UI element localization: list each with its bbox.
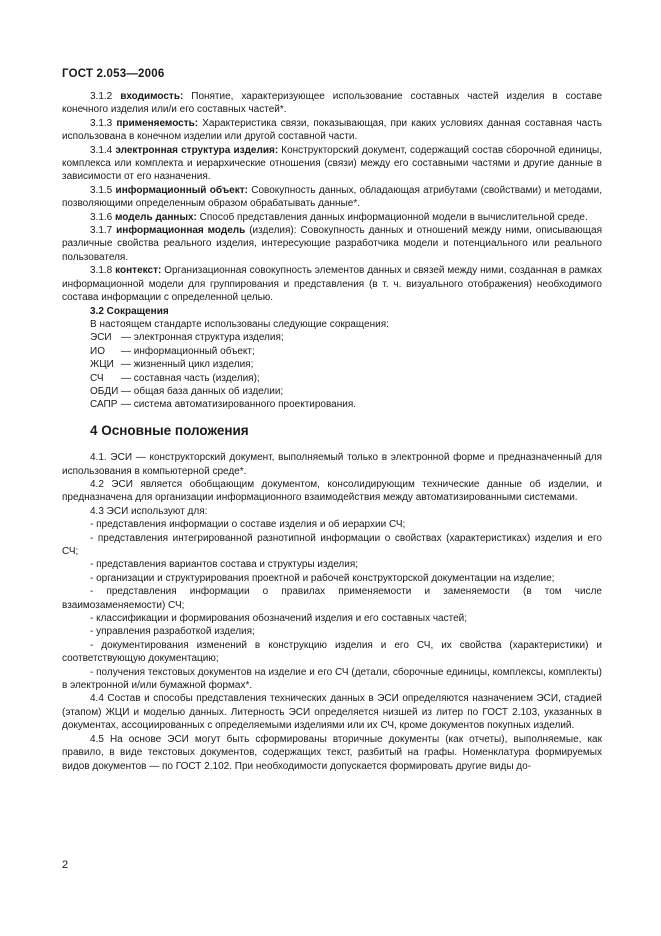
- abbreviation-text: — составная часть (изделия);: [121, 372, 260, 384]
- list-item: - получения текстовых документов на изделие и его СЧ (детали, сборочные единицы, комплексы, комплекты) в электронной и/или бумажной формах*.: [62, 666, 602, 692]
- term-name: контекст:: [115, 265, 162, 277]
- list-item: - представления информации о составе изделия и об иерархии СЧ;: [90, 519, 406, 531]
- list-item: - представления информации о правилах применяемости и заменяемости (в том числе взаимозаменяемости) СЧ;: [62, 586, 602, 611]
- term-definition: [62, 184, 602, 211]
- paragraph: 4.4 Состав и способы представления технических данных в ЭСИ определяются назначением ЭСИ, стадией (этапом) ЖЦИ и моделью данных. Литерность ЭСИ определяется низшей из литер по ГОСТ 2.103, указанных в документах, ассоциированных с определяемыми изделиями или их СЧ, кроме документов покупных изделий.: [62, 693, 602, 732]
- paragraph: 4.1. ЭСИ — конструкторский документ, выполняемый только в электронной форме и предназначенный для использования в компьютерной среде*.: [62, 452, 602, 477]
- term-name: модель данных:: [115, 211, 197, 223]
- abbreviation-row: [62, 331, 602, 344]
- abbreviations-heading: 3.2 Сокращения: [90, 305, 169, 317]
- term-definition: [62, 117, 602, 144]
- abbreviation-row: [62, 398, 602, 411]
- term-number: 3.1.3: [90, 117, 113, 129]
- term-name: информационная модель: [116, 225, 246, 237]
- page-number: 2: [62, 859, 69, 871]
- abbreviation-code: СЧ: [90, 372, 104, 384]
- list-item: - представления интегрированной разнотипной информации о свойствах (характеристиках) изделия и его СЧ;: [62, 532, 602, 557]
- section-paragraphs-tail: [62, 692, 602, 772]
- abbreviation-text: — система автоматизированного проектирования.: [121, 399, 357, 411]
- abbreviation-row: [62, 372, 602, 385]
- list-item: - представления вариантов состава и структуры изделия;: [90, 559, 359, 571]
- abbreviation-row: [62, 385, 602, 398]
- term-definition: [62, 264, 602, 304]
- abbreviation-code: ОБДИ: [90, 385, 119, 397]
- term-text: Организационная совокупность элементов данных и связей между ними, созданная в рамках информационной модели для группирования и представления (в т. ч. визуального отображения) необходимого состава информации с определенной целью.: [62, 265, 602, 304]
- term-name: входимость:: [120, 91, 184, 102]
- term-definition: [62, 211, 602, 224]
- abbreviation-code: ЖЦИ: [90, 359, 114, 371]
- abbreviation-row: [62, 345, 602, 358]
- term-text: (изделия): Совокупность данных и отношений между ними, описывающая различные свойства реального изделия, интересующие разработчика модели и потенциального или реального пользователя.: [62, 225, 603, 263]
- abbreviations-intro: В настоящем стандарте использованы следующие сокращения:: [90, 318, 389, 330]
- abbreviation-code: ИО: [90, 345, 105, 357]
- term-number: 3.1.2: [90, 91, 113, 102]
- term-definition: [62, 90, 602, 117]
- list-item: - классификации и формирования обозначений изделия и его составных частей;: [90, 613, 468, 625]
- abbreviation-text: — жизненный цикл изделия;: [121, 359, 254, 371]
- document-body: [62, 90, 602, 773]
- list-item: - организации и структурирования проектной и рабочей конструкторской документации на изделие;: [90, 572, 555, 584]
- list-item: - управления разработкой изделия;: [90, 626, 255, 638]
- abbreviation-code: САПР: [90, 399, 118, 411]
- term-definition: [62, 224, 602, 264]
- abbreviations-list: [62, 331, 602, 411]
- uses-list: [62, 518, 602, 692]
- term-text: Способ представления данных информационной модели в вычислительной среде.: [199, 211, 588, 223]
- paragraph: 4.2 ЭСИ является обобщающим документом, консолидирующим технические данные об изделии, и предназначена для организации информационного взаимодействия между автоматизированными системами.: [62, 478, 602, 504]
- paragraph: 4.5 На основе ЭСИ могут быть сформированы вторичные документы (как отчеты), выполняемые, как правило, в виде текстовых документов, содержащих текст, разбитый на графы. Номенклатура формируемых видов документов — по ГОСТ 2.102. При необходимости допускается формировать другие виды до-: [62, 733, 602, 772]
- term-text: Конструкторский документ, содержащий состав сборочной единицы, комплекса или комплекта и иерархические отношения (связи) между его составными частями и другие данные в зависимости от его назначения.: [62, 144, 603, 183]
- document-header: ГОСТ 2.053—2006: [62, 68, 165, 80]
- abbreviation-text: — информационный объект;: [121, 345, 255, 357]
- term-number: 3.1.7: [90, 225, 113, 237]
- abbreviation-text: — общая база данных об изделии;: [121, 385, 284, 397]
- list-item: - документирования изменений в конструкцию изделия и его СЧ, их свойства (характеристики) и соответствующую документацию;: [62, 639, 602, 665]
- term-text: Характеристика связи, показывающая, при каких условиях данная составная часть использована в конечном изделии или другой составной части.: [62, 117, 603, 143]
- term-number: 3.1.6: [90, 211, 113, 223]
- abbreviation-row: [62, 358, 602, 371]
- abbreviation-code: ЭСИ: [90, 332, 112, 344]
- term-text: Понятие, характеризующее использование составных частей изделия в составе конечного изделия или/и его составных частей*.: [62, 91, 603, 116]
- term-number: 3.1.8: [90, 265, 113, 277]
- term-name: применяемость:: [116, 117, 199, 129]
- abbreviation-text: — электронная структура изделия;: [121, 332, 284, 344]
- term-name: информационный объект:: [115, 184, 248, 196]
- section-paragraphs: [62, 451, 602, 518]
- term-name: электронная структура изделия:: [115, 144, 279, 156]
- term-definition: [62, 144, 602, 184]
- term-text: Совокупность данных, обладающая атрибутами (свойствами) и методами, позволяющими определенным образом обрабатывать данные*.: [62, 184, 603, 210]
- term-number: 3.1.5: [90, 184, 113, 196]
- terms-list: [62, 90, 602, 305]
- paragraph: 4.3 ЭСИ используют для:: [90, 505, 208, 517]
- section-heading: 4 Основные положения: [90, 422, 249, 438]
- term-number: 3.1.4: [90, 144, 113, 156]
